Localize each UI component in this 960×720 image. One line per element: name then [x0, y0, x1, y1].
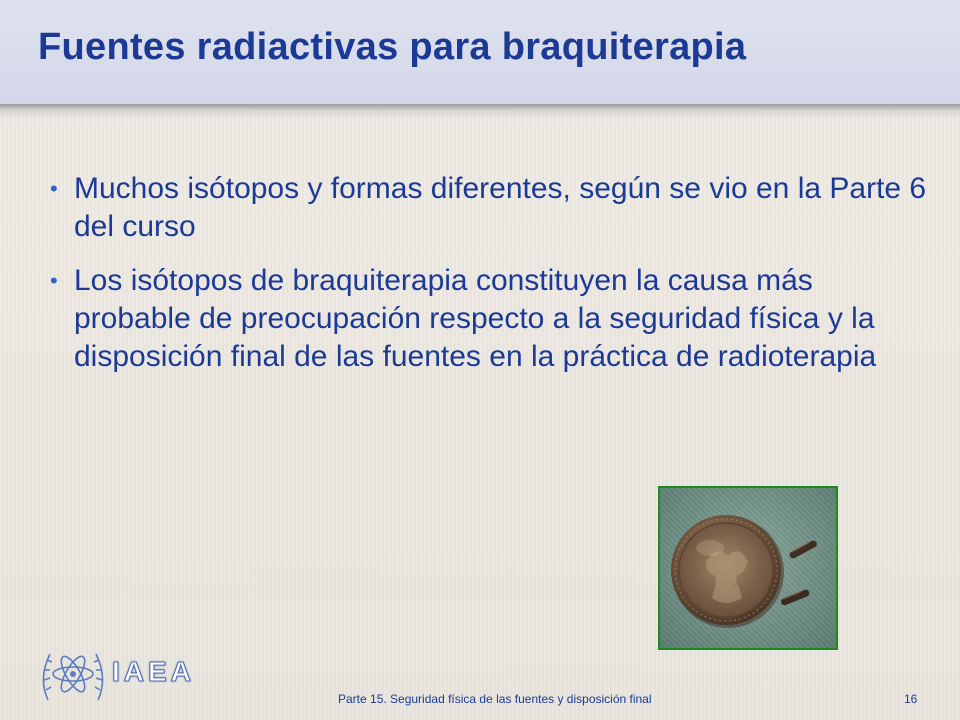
bullet-list — [50, 170, 930, 392]
bullet-item — [50, 262, 930, 376]
slide-title: Fuentes radiactivas para braquiterapia — [38, 26, 747, 68]
header-shadow — [0, 104, 960, 118]
bullet-dot: • — [50, 176, 58, 201]
page-number: 16 — [904, 692, 918, 706]
bullet-dot: • — [50, 268, 58, 293]
footer-course-part: Parte 15. Seguridad física de las fuentes y disposición final — [338, 692, 652, 706]
seed-icon — [780, 589, 810, 607]
coin-and-seeds-illustration — [660, 488, 836, 648]
seed-icon — [788, 539, 818, 559]
bullet-text: Los isótopos de braquiterapia constituyen la causa más probable de preocupación respecto a la seguridad física y la disposición final de las fuentes en la práctica de radioterapia — [74, 264, 877, 373]
iaea-logo-text: IAEA — [112, 656, 195, 687]
coin-icon — [671, 515, 784, 628]
brachytherapy-seeds-photo — [658, 486, 838, 650]
iaea-logo-icon — [38, 642, 108, 706]
bullet-item — [50, 170, 930, 246]
bullet-text: Muchos isótopos y formas diferentes, según se vio en la Parte 6 del curso — [74, 172, 927, 243]
